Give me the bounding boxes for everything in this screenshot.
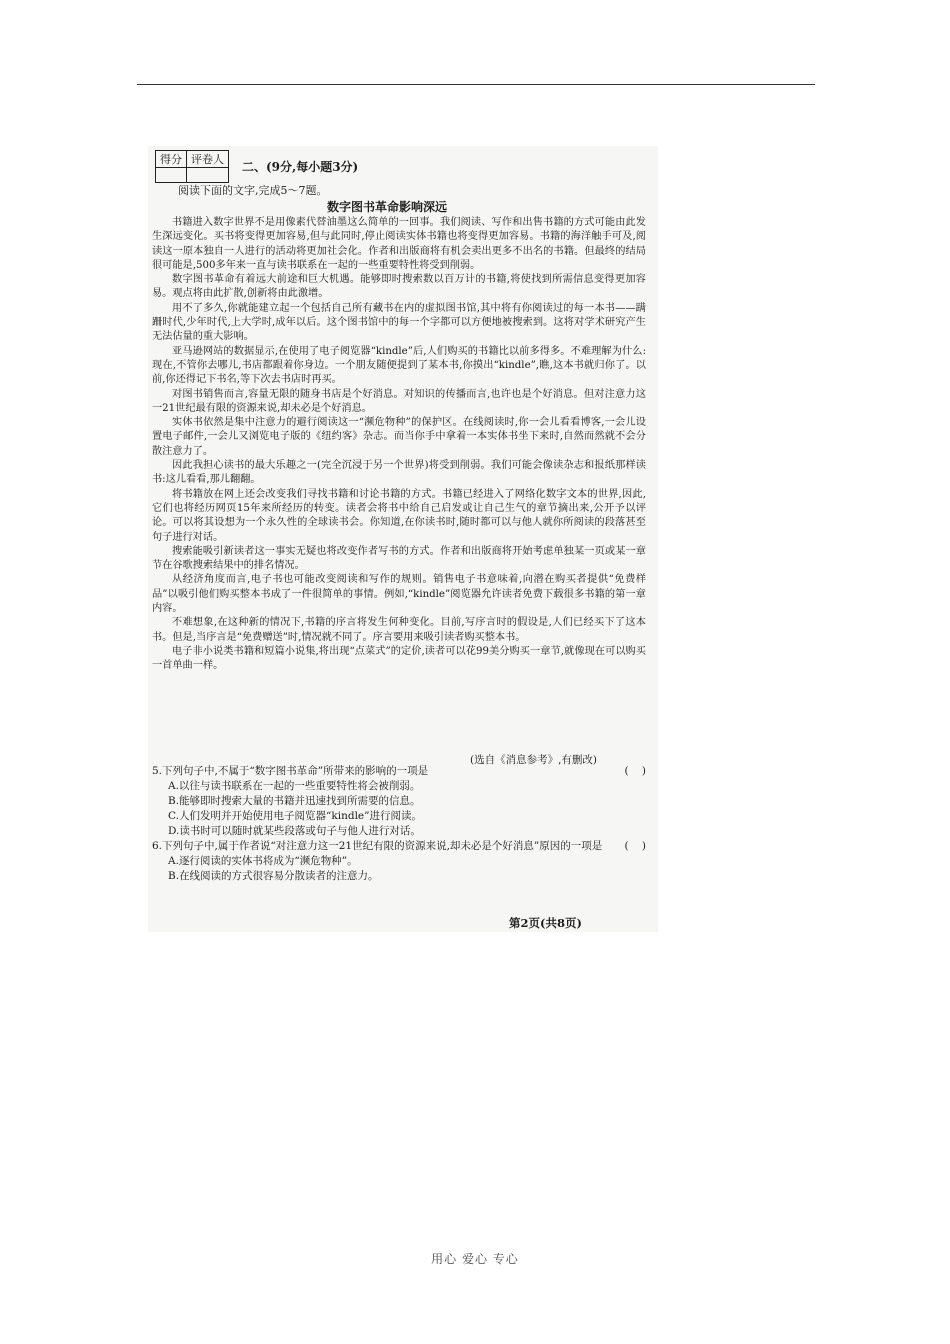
- article-body: [152, 216, 646, 674]
- option-b: B.能够即时搜索大量的书籍并迅速找到所需要的信息。: [168, 795, 421, 807]
- answer-paren: ( ): [624, 765, 646, 777]
- paragraph: 将书籍放在网上还会改变我们寻找书籍和讨论书籍的方式。书籍已经进入了网络化数字文本的世界,因此,它们也将经历网页15年来所经历的转变。读者会将书中给自己启发或让自己生气的章节摘出来,公开予以评论。可以将其设想为一个永久性的全球读书会。你知道,在你读书时,随时都可以与他人就你所阅读的段落甚至句子进行对话。: [152, 488, 646, 543]
- option-d: D.读书时可以随时就某些段落或句子与他人进行对话。: [168, 825, 421, 837]
- paragraph: 从经济角度而言,电子书也可能改变阅读和写作的规则。销售电子书意味着,向潜在购买者提供“免费样品”以吸引他们购买整本书成了一件很简单的事情。例如,“kindle”阅览器允许读者免费下载很多书籍的第一章内容。: [152, 574, 646, 615]
- grader-cell: [187, 168, 229, 183]
- option-b: B.在线阅读的方式很容易分散读者的注意力。: [168, 870, 379, 882]
- article-title: 数字图书革命影响深远: [326, 200, 447, 214]
- score-cell: [156, 168, 187, 183]
- instruction: 阅读下面的文字,完成5～7题。: [178, 184, 328, 197]
- paragraph: 搜索能吸引新读者这一事实无疑也将改变作者写书的方式。作者和出版商将开始考虑单独某一页或某一章节在谷歌搜索结果中的排名情况。: [152, 545, 646, 572]
- paragraph: 对图书销售而言,容量无限的随身书店是个好消息。对知识的传播而言,也许也是个好消息。但对注意力这一21世纪最有限的资源来说,却未必是个好消息。: [152, 388, 646, 414]
- paragraph: 因此我担心读书的最大乐趣之一(完全沉浸于另一个世界)将受到削弱。我们可能会像读杂志和报纸那样读书:这儿看看,那儿翻翻。: [152, 460, 646, 486]
- paragraph: 用不了多久,你就能建立起一个包括自己所有藏书在内的虚拟图书馆,其中将有你阅读过的每一本书——蹒跚时代,少年时代,上大学时,成年以后。这个图书馆中的每一个字都可以方便地被搜索到。这将对学术研究产生无法估量的重大影响。: [152, 302, 646, 343]
- source-note: (选自《消息参考》,有删改): [470, 754, 598, 766]
- page-number: 第2页(共8页): [509, 916, 582, 930]
- header-rule: [137, 84, 815, 85]
- question-6: [152, 839, 646, 854]
- option-a: A.以往与读书联系在一起的一些重要特性将会被削弱。: [168, 780, 421, 792]
- paragraph: 实体书依然是集中注意力的避行阅读这一“濒危物种”的保护区。在线阅读时,你一会儿看看博客,一会儿设置电子邮件,一会儿又浏览电子版的《纽约客》杂志。而当你手中拿着一本实体书坐下来时,自然而然就不会分散注意力了。: [152, 417, 646, 457]
- score-box: [155, 150, 229, 183]
- score-label: 得分: [156, 151, 187, 168]
- question-stem: 6.下列句子中,属于作者说“对注意力这一21世纪有限的资源来说,却未必是个好消息”原因的一项是: [152, 840, 603, 852]
- paragraph: 书籍进入数字世界不是用像素代替油墨这么简单的一回事。我们阅读、写作和出售书籍的方式可能由此发生深远变化。买书将变得更加容易,但与此同时,停止阅读实体书籍也将变得更加容易。书籍的海洋触手可及,阅读这一原本独自一人进行的活动将更加社会化。作者和出版商将有机会卖出更多不出名的书籍。但最终的结局很可能是,500多年来一直与读书联系在一起的一些重要特性将受到削弱。: [152, 217, 646, 271]
- questions: [152, 764, 646, 884]
- answer-paren: ( ): [624, 840, 646, 852]
- question-stem: 5.下列句子中,不属于“数字图书革命”所带来的影响的一项是: [152, 765, 429, 777]
- paragraph: 电子非小说类书籍和短篇小说集,将出现“点菜式”的定价,读者可以花99美分购买一章节,就像现在可以购买一首单曲一样。: [152, 645, 646, 672]
- option-c: C.人们发明并开始使用电子阅览器“kindle”进行阅读。: [168, 810, 423, 822]
- question-5: [152, 764, 646, 779]
- grader-label: 评卷人: [187, 151, 229, 168]
- paragraph: 数字图书革命有着远大前途和巨大机遇。能够即时搜索数以百万计的书籍,将使找到所需信息变得更加容易。观点将由此扩散,创新将由此激增。: [152, 274, 646, 300]
- paragraph: 亚马逊网站的数据显示,在使用了电子阅览器“kindle”后,人们购买的书籍比以前多得多。不难理解为什么:现在,不管你去哪儿,书店都跟着你身边。一个朋友随便提到了某本书,你摸出“kindle”,瞧,这本书就归你了。以前,你还得记下书名,等下次去书店时再买。: [152, 345, 646, 386]
- option-a: A.逐行阅读的实体书将成为“濒危物种”。: [168, 855, 358, 867]
- paragraph: 不难想象,在这种新的情况下,书籍的序言将发生何种变化。目前,写序言时的假设是,人们已经买下了这本书。但是,当序言是“免费赠送”时,情况就不同了。序言要用来吸引读者购买整本书。: [152, 617, 646, 643]
- section-title: 二、(9分,每小题3分): [242, 160, 359, 174]
- footer-slogan: 用心 爱心 专心: [431, 1252, 519, 1266]
